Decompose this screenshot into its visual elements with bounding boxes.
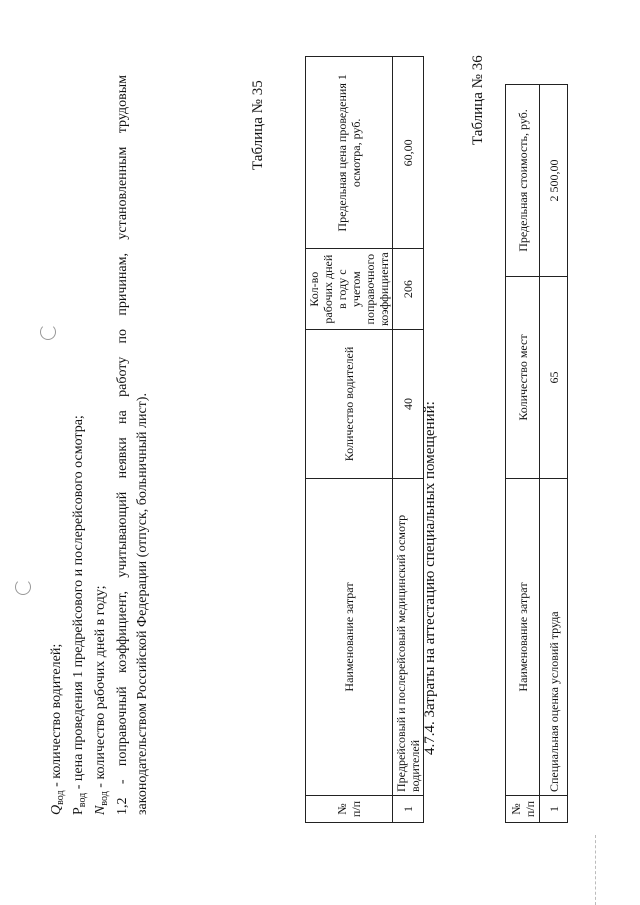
table-header-cell: Наименование затрат [506, 479, 540, 796]
table36 [505, 84, 568, 823]
table-cell: Специальная оценка условий труда [540, 479, 568, 796]
table-header-row [306, 57, 393, 823]
table-header-cell: Наименование затрат [306, 479, 393, 796]
table-cell: 1 [540, 796, 568, 823]
table-row [540, 85, 568, 823]
table-header-row [506, 85, 540, 823]
table-header-cell: Количество мест [506, 277, 540, 479]
table-cell: 60,00 [393, 57, 424, 249]
table-header-cell: Предельная стоимость, руб. [506, 85, 540, 277]
definition-n: $N_{вод}$ - количество рабочих дней в году; [93, 585, 110, 815]
table-header-cell: № п/п [506, 796, 540, 823]
table-row [393, 57, 424, 823]
table-cell: 2 500,00 [540, 85, 568, 277]
table-cell: 1 [393, 796, 424, 823]
table-cell: 65 [540, 277, 568, 479]
table-cell: 40 [393, 330, 424, 479]
section-heading: 4.7.4. Затраты на аттестацию специальных помещений: [422, 401, 438, 755]
table-header-cell: Количество водителей [306, 330, 393, 479]
coefficient-continuation: законодательством Российской Федерации (отпуск, больничный лист). [135, 393, 150, 815]
punch-hole-mark [15, 579, 31, 595]
coefficient-line: 1,2 - поправочный коэффициент, учитывающий неявки на работу по причинам, установленным трудовым [115, 75, 130, 815]
table-header-cell: Кол-во рабочих дней в году с учетом поправочного коэффициента [306, 249, 393, 330]
punch-hole-mark [40, 324, 56, 340]
table-cell: 206 [393, 249, 424, 330]
table35-caption: Таблица № 35 [250, 80, 266, 170]
table36-caption: Таблица № 36 [470, 55, 486, 145]
definition-q: $Q_{вод}$ - количество водителей; [49, 643, 66, 815]
table-header-cell: № п/п [306, 796, 393, 823]
scan-line [595, 835, 596, 905]
table35 [305, 56, 424, 823]
table-cell: Предрейсовый и послерейсовый медицинский осмотр водителей [393, 479, 424, 796]
table-header-cell: Предельная цена проведения 1 осмотра, руб. [306, 57, 393, 249]
definition-p: $P_{вод}$ - цена проведения 1 предрейсового и послерейсового осмотра; [71, 415, 88, 815]
